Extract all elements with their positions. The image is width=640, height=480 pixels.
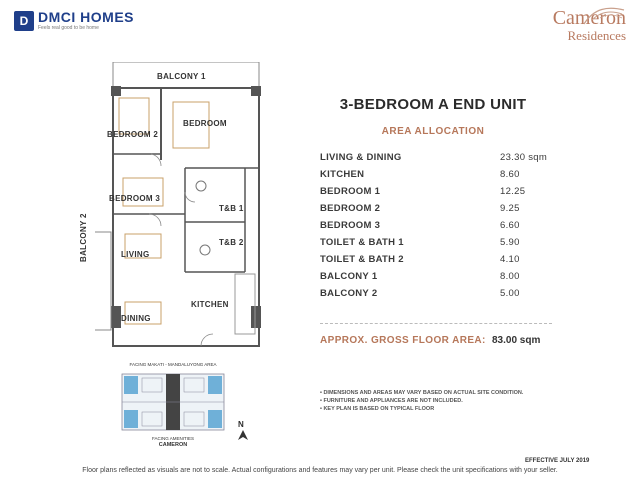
plan-label-bedroom2: BEDROOM 2 [107,130,159,139]
alloc-label: BEDROOM 3 [320,220,381,231]
floor-plan [79,62,267,352]
footer-disclaimer: Floor plans reflected as visuals are not to scale. Actual configurations and features may vary per unit. Please check the unit specifications with your seller. [82,467,558,474]
note-item: • KEY PLAN IS BASED ON TYPICAL FLOOR [320,406,435,412]
plan-label-dining: DINING [121,314,151,323]
gross-floor-area [320,335,552,346]
project-name-line1: Cameron [552,7,626,29]
area-allocation-title: AREA ALLOCATION [381,126,485,137]
alloc-row [320,183,552,200]
alloc-row [320,251,552,268]
alloc-value: 23.30 sqm [500,152,548,163]
alloc-label: BEDROOM 1 [320,186,381,197]
dmci-logo-mark: D [14,11,34,31]
plan-label-bedroom1: BEDROOM [183,119,227,128]
unit-title: 3-BEDROOM A END UNIT [339,96,527,113]
plan-label-tb2: T&B 2 [219,238,244,247]
north-arrow-glyph [236,428,250,442]
alloc-value: 5.90 [500,237,520,248]
alloc-value: 6.60 [500,220,520,231]
alloc-row [320,234,552,251]
alloc-label: TOILET & BATH 1 [320,237,404,248]
leaf-icon [582,4,626,26]
alloc-row [320,268,552,285]
disclaimer-notes [320,389,523,413]
alloc-value: 8.60 [500,169,520,180]
key-plan [108,362,238,447]
alloc-label: LIVING & DINING [320,152,402,163]
effective-date: EFFECTIVE JULY 2019 [525,458,590,464]
dmci-logo [14,10,134,31]
plan-label-living: LIVING [121,250,150,259]
alloc-value: 12.25 [500,186,526,197]
area-allocation-table [320,149,552,302]
plan-label-bedroom3: BEDROOM 3 [109,194,161,203]
alloc-label: BEDROOM 2 [320,203,381,214]
alloc-row [320,200,552,217]
plan-label-kitchen: KITCHEN [191,300,229,309]
keyplan-drawing [108,370,238,434]
plan-label-balcony2: BALCONY 2 [79,213,88,262]
brand-name: DMCI HOMES [38,9,134,25]
alloc-row [320,285,552,302]
plan-label-tb1: T&B 1 [219,204,244,213]
gross-value: 83.00 sqm [492,335,541,346]
project-name-line2: Residences [567,28,626,43]
alloc-row [320,217,552,234]
section-divider [320,323,552,324]
keyplan-name: CAMERON [158,442,188,448]
alloc-label: BALCONY 1 [320,271,378,282]
alloc-label: BALCONY 2 [320,288,378,299]
north-arrow-icon [236,420,250,444]
alloc-value: 8.00 [500,271,520,282]
alloc-label: KITCHEN [320,169,365,180]
alloc-row [320,166,552,183]
note-item: • DIMENSIONS AND AREAS MAY VARY BASED ON ACTUAL SITE CONDITION. [320,390,524,396]
alloc-value: 4.10 [500,254,520,265]
alloc-label: TOILET & BATH 2 [320,254,404,265]
plan-label-balcony1: BALCONY 1 [157,72,206,81]
alloc-row [320,149,552,166]
brand-tagline: Feels real good to be home [38,25,99,31]
alloc-value: 9.25 [500,203,520,214]
note-item: • FURNITURE AND APPLIANCES ARE NOT INCLUDED. [320,398,463,404]
keyplan-top-label: FACING MAKATI - MANDALUYONG AREA [129,362,217,367]
alloc-value: 5.00 [500,288,520,299]
gross-label: APPROX. GROSS FLOOR AREA: [320,335,486,346]
cameron-residences-logo [553,8,626,42]
keyplan-bottom-label: FACING AMENITIES [151,436,194,441]
north-label: N [238,420,244,429]
